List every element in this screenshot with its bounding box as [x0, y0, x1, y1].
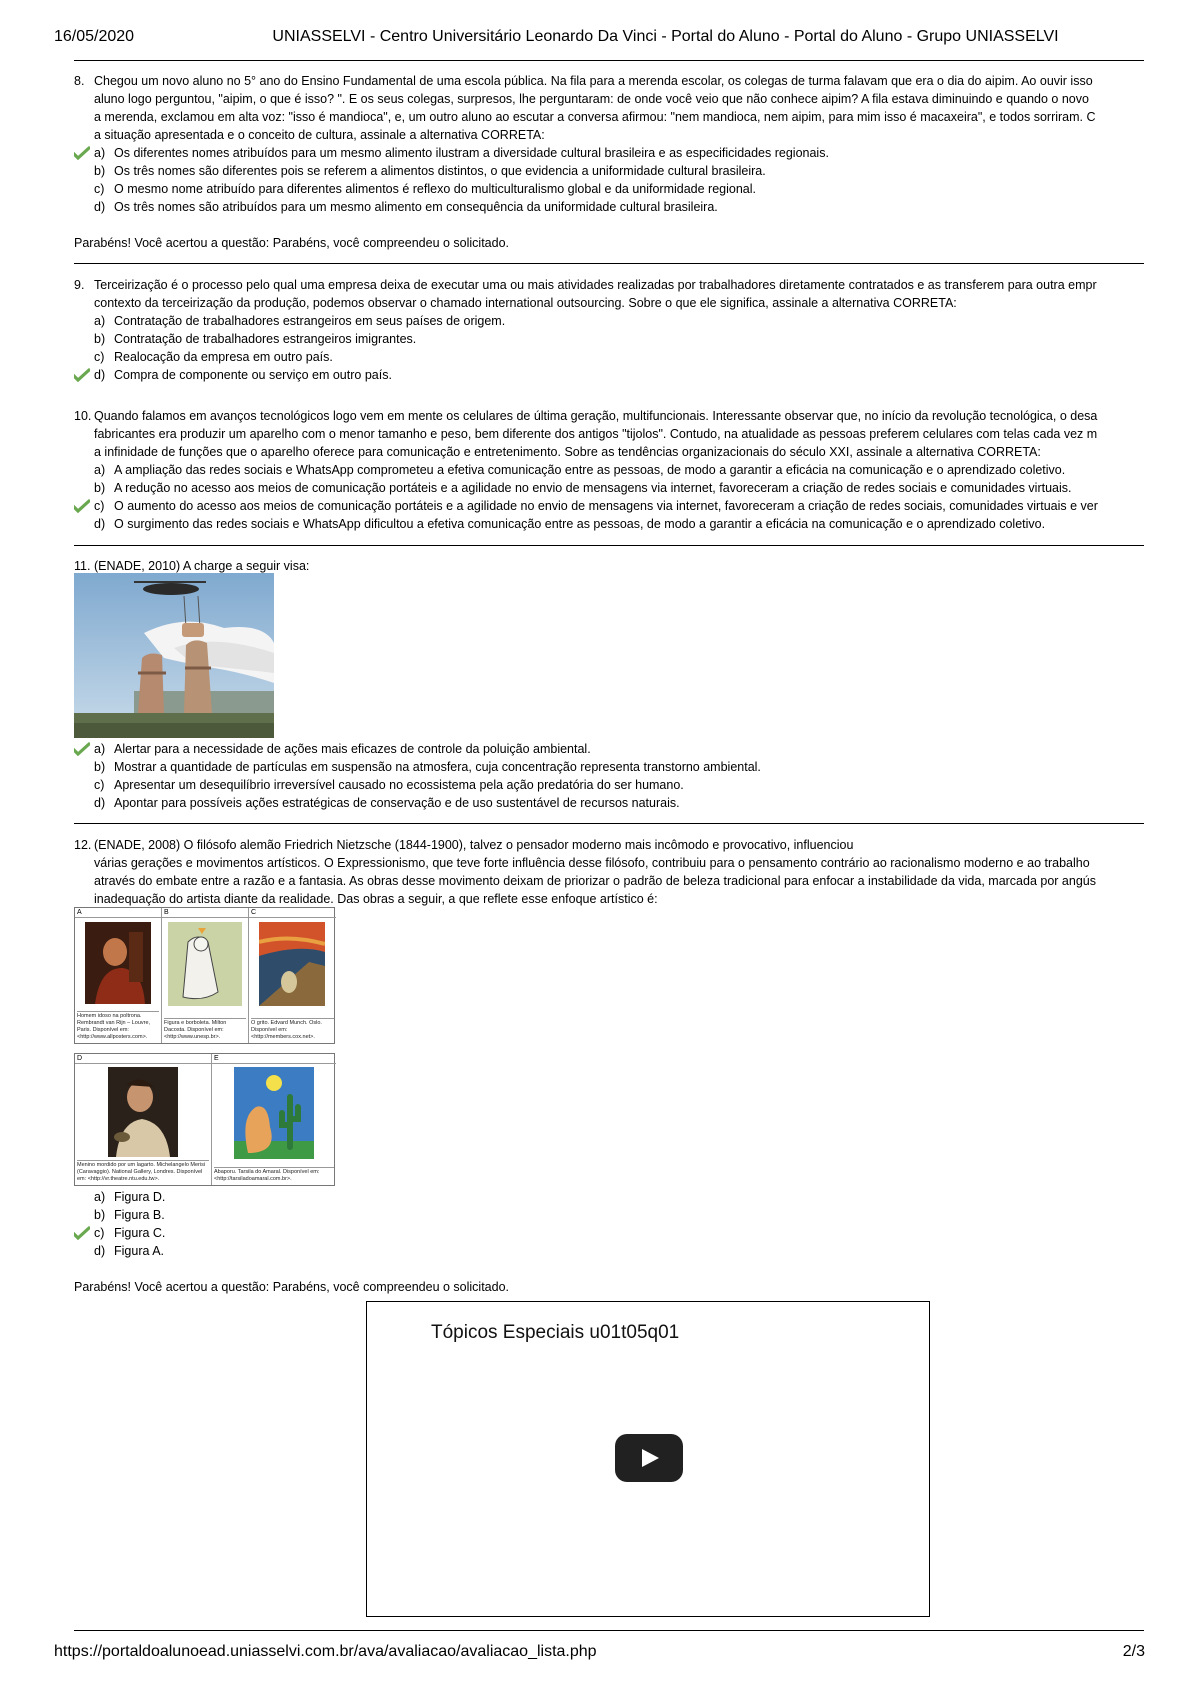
- question-12: 12. (ENADE, 2008) O filósofo alemão Friedrich Nietzsche (1844-1900), talvez o pensador moderno mais incômodo e provocativo, influenciou várias gerações e movimentos artísticos. O Expressionismo, que teve forte influência desse filósofo, contribuiu para o pensamento contrário ao racionalismo moderno e ao trabalho através do embate entre a razão e a fantasia. As obras desse movimento deixam de priorizar o padrão de beleza tradicional para enfocar a instabilidade da vida, marcada por angús inadequação do artista diante da realidade. Das obras a seguir, a que reflete esse enfoque artístico é:: [74, 838, 1096, 906]
- play-icon[interactable]: [615, 1434, 683, 1482]
- check-icon: [74, 742, 90, 756]
- footer-url: https://portaldoalunoead.uniasselvi.com.br/ava/avaliacao/avaliacao_lista.php: [54, 1643, 597, 1660]
- option-c[interactable]: c) O mesmo nome atribuído para diferentes alimentos é reflexo do multiculturalismo global e da uniformidade regional.: [94, 182, 757, 196]
- option-b[interactable]: b) Figura B.: [94, 1208, 165, 1222]
- print-date: 16/05/2020: [54, 28, 135, 45]
- option-c[interactable]: c) Apresentar um desequilíbrio irreversível causado no ecossistema pela ação predatória do ser humano.: [94, 778, 684, 792]
- option-b[interactable]: b) Contratação de trabalhadores estrangeiros imigrantes.: [94, 332, 417, 346]
- option-c[interactable]: c) Realocação da empresa em outro país.: [94, 350, 333, 364]
- option-a[interactable]: a) Contratação de trabalhadores estrangeiros em seus países de origem.: [94, 314, 506, 328]
- check-icon: [74, 146, 90, 160]
- option-b[interactable]: b) Mostrar a quantidade de partículas em suspensão na atmosfera, cuja concentração representa transtorno ambiental.: [94, 760, 761, 774]
- cartoon-image: [74, 573, 274, 738]
- question-number: 8.: [74, 74, 85, 88]
- page-title: UNIASSELVI - Centro Universitário Leonardo Da Vinci - Portal do Aluno - Portal do Aluno - Grupo UNIASSELVI: [272, 28, 1059, 45]
- option-d[interactable]: d) Figura A.: [94, 1244, 165, 1258]
- figure-e: E Abaporu. Tarsila do Amaral. Disponível em: <http://tarsiladoamaral.com.br>.: [212, 1054, 336, 1185]
- divider: [74, 545, 1144, 546]
- figure-grid-bottom: [74, 1053, 335, 1186]
- feedback-message: Parabéns! Você acertou a questão: Parabéns, você compreendeu o solicitado.: [74, 1280, 510, 1294]
- question-10: 10. Quando falamos em avanços tecnológicos logo vem em mente os celulares de última geração, multifuncionais. Interessante observar que, no início da revolução tecnológica, o desa fabricantes era produzir um aparelho com o menor tamanho e peso, bem diferente dos antigos "tijolos". Contudo, na atualidade as pessoas preferem celulares com telas cada vez m a infinidade de funções que o aparelho oferece para comunicação e entretenimento. Sobre as tendências organizacionais do século XXI, assinale a alternativa CORRETA: a) A ampliação das redes sociais e WhatsApp comprometeu a efetiva comunicação entre as pessoas, de modo a garantir a eficácia na comunicação e o aprendizado coletivo. b) A redução no acesso aos meios de comunicação portáteis e a agilidade no envio de mensagens via internet, favoreceram a criação de redes sociais e comunidades virtuais. c) O aumento do acesso aos meios de comunicação portáteis e a agilidade no envio de mensagens via internet, favoreceram a criação de redes sociais, comunidades virtuais e ver d) O surgimento das redes sociais e WhatsApp dificultou a efetiva comunicação entre as pessoas, de modo a garantir a eficácia na comunicação e o aprendizado coletivo.: [74, 407, 1144, 533]
- video-title[interactable]: Tópicos Especiais u01t05q01: [431, 1322, 680, 1343]
- question-8: 8. Chegou um novo aluno no 5° ano do Ensino Fundamental de uma escola pública. Na fila para a merenda escolar, os colegas de turma falavam que era o dia do aipim. Ao ouvir isso aluno logo perguntou, "aipim, o que é isso? ". E os seus colegas, surpresos, lhe perguntaram: de onde você veio que não conhece aipim? A fila estava diminuindo e quando o novo a merenda, exclamou em alta voz: "isso é mandioca", e, um outro aluno ao escutar a conversa afirmou: "nem mandioca, nem aipim, para mim isso é macaxeira", e todos sorriram. C a situação apresentada e o conceito de cultura, assinale a alternativa CORRETA: a) Os diferentes nomes atribuídos para um mesmo alimento ilustram a diversidade cultural brasileira e as especificidades regionais. b) Os três nomes são diferentes pois se referem a alimentos distintos, o que evidencia a uniformidade cultural brasileira. c) O mesmo nome atribuído para diferentes alimentos é reflexo do multiculturalismo global e da uniformidade regional. d) Os três nomes são atribuídos para um mesmo alimento em consequência da uniformidade cultural brasileira. Parabéns! Você acertou a questão: Parabéns, você compreendeu o solicitado.: [74, 72, 1144, 252]
- option-a[interactable]: a) Figura D.: [94, 1190, 166, 1204]
- option-d[interactable]: d) Compra de componente ou serviço em outro país.: [74, 366, 1144, 384]
- figure-a: A Homem idoso na poltrona. Rembrandt van Rijn – Louvre, Paris. Disponível em: <http://www.allposters.com>.: [75, 908, 162, 1043]
- figure-b: B Figura e borboleta. Milton Dacosta. Disponível em: <http://www.unesp.br>.: [162, 908, 249, 1043]
- divider: [74, 263, 1144, 264]
- video-player[interactable]: [366, 1301, 930, 1617]
- question-number: 9.: [74, 278, 85, 292]
- figure-c: C O grito. Edvard Munch. Oslo. Disponível em: <http://members.cox.net>.: [249, 908, 336, 1043]
- option-c[interactable]: c) Figura C.: [74, 1224, 1144, 1242]
- question-number: 11.: [74, 559, 91, 573]
- question-11-options: [74, 740, 1144, 812]
- question-number: 10.: [74, 409, 92, 423]
- divider: [74, 823, 1144, 824]
- option-a[interactable]: a) Os diferentes nomes atribuídos para um mesmo alimento ilustram a diversidade cultural brasileira e as especificidades regionais.: [74, 144, 1144, 162]
- figure-grid-top: [74, 907, 335, 1044]
- check-icon: [74, 499, 90, 513]
- question-11: 11. (ENADE, 2010) A charge a seguir visa:: [74, 559, 310, 573]
- question-number: 12.: [74, 838, 92, 852]
- check-icon: [74, 1226, 90, 1240]
- feedback-message: Parabéns! Você acertou a questão: Parabéns, você compreendeu o solicitado.: [74, 236, 510, 250]
- option-a[interactable]: a) A ampliação das redes sociais e WhatsApp comprometeu a efetiva comunicação entre as pessoas, de modo a garantir a eficácia na comunicação e o aprendizado coletivo.: [94, 463, 1066, 477]
- option-d[interactable]: d) O surgimento das redes sociais e WhatsApp dificultou a efetiva comunicação entre as pessoas, de modo a garantir a eficácia na comunicação e o aprendizado coletivo.: [94, 517, 1046, 531]
- page-number: 2/3: [1122, 1643, 1145, 1660]
- option-c[interactable]: c) O aumento do acesso aos meios de comunicação portáteis e a agilidade no envio de mensagens via internet, favoreceram a criação de redes sociais, comunidades virtuais e ver: [74, 497, 1144, 515]
- question-9: 9. Terceirização é o processo pelo qual uma empresa deixa de executar uma ou mais atividades realizadas por trabalhadores diretamente contratados e as transferem para outra empr contexto da terceirização da produção, podemos observar o chamado international outsourcing. Sobre o que ele significa, assinale a alternativa CORRETA: a) Contratação de trabalhadores estrangeiros em seus países de origem. b) Contratação de trabalhadores estrangeiros imigrantes. c) Realocação da empresa em outro país. d) Compra de componente ou serviço em outro país.: [74, 276, 1144, 384]
- figure-d: D Menino mordido por um lagarto. Michelangelo Merisi (Caravaggio). National Gallery, Londres. Disponível em: <http://vr.theatre.ntu.edu.tw>.: [75, 1054, 212, 1185]
- check-icon: [74, 368, 90, 382]
- divider: [74, 60, 1144, 61]
- divider: [74, 1630, 1144, 1631]
- question-12-options: [74, 1188, 1144, 1296]
- option-b[interactable]: b) A redução no acesso aos meios de comunicação portáteis e a agilidade no envio de mensagens via internet, favoreceram a criação de redes sociais e comunidades virtuais.: [94, 481, 1072, 495]
- option-a[interactable]: a) Alertar para a necessidade de ações mais eficazes de controle da poluição ambiental.: [74, 740, 1144, 758]
- option-d[interactable]: d) Apontar para possíveis ações estratégicas de conservação e de uso sustentável de recursos naturais.: [94, 796, 680, 810]
- option-b[interactable]: b) Os três nomes são diferentes pois se referem a alimentos distintos, o que evidencia a uniformidade cultural brasileira.: [94, 164, 766, 178]
- option-d[interactable]: d) Os três nomes são atribuídos para um mesmo alimento em consequência da uniformidade cultural brasileira.: [94, 200, 718, 214]
